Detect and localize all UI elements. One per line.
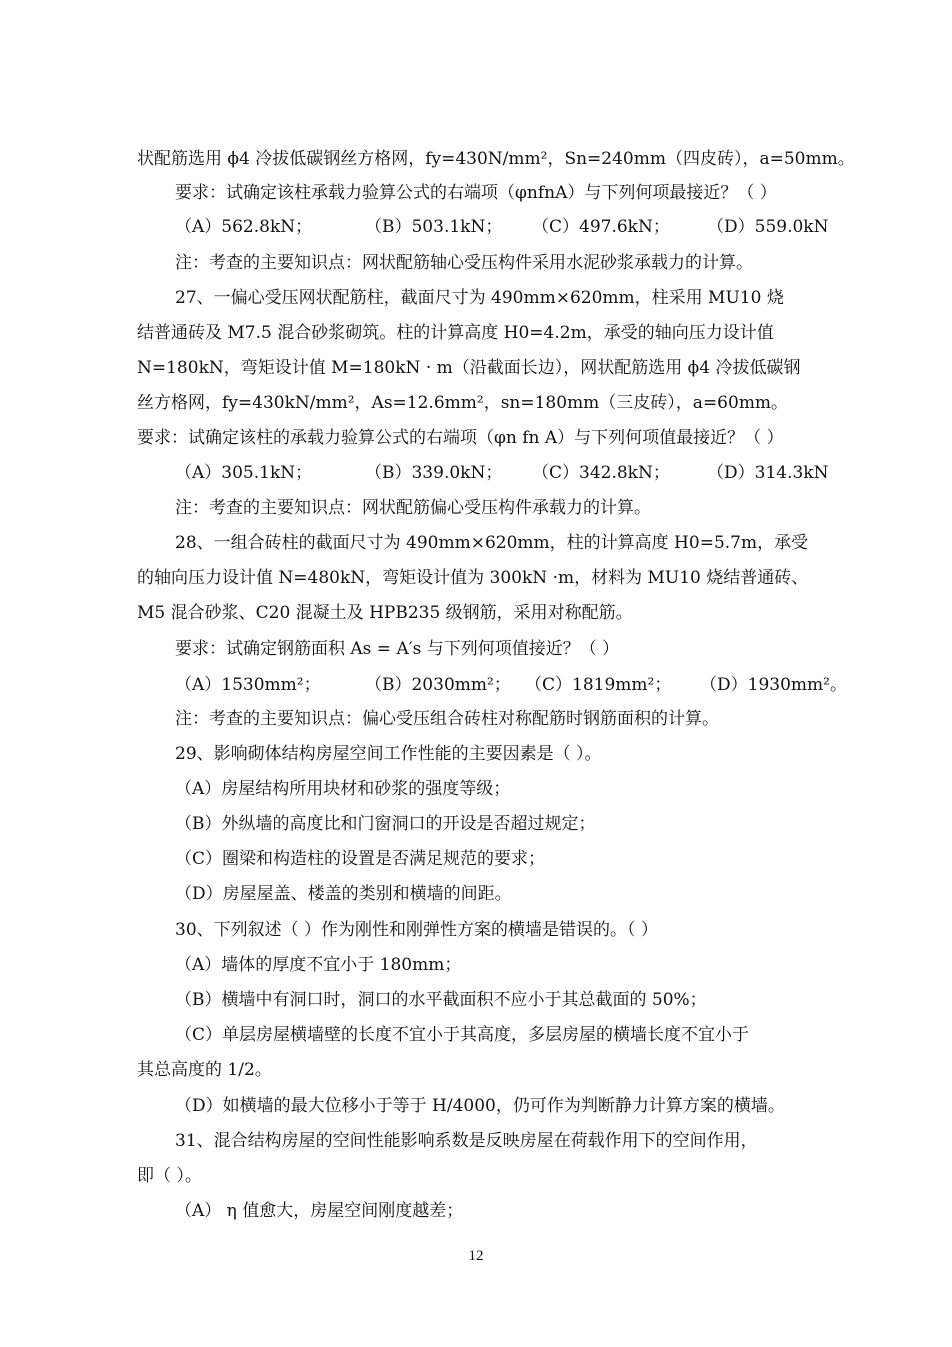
text-line: N=180kN，弯矩设计值 M=180kN · m（沿截面长边），网状配筋选用 ϕ4 冷拔低碳钢 xyxy=(137,358,801,378)
option-b: （B）外纵墙的高度比和门窗洞口的开设是否超过规定； xyxy=(175,814,596,834)
option-d: （D）如横墙的最大位移小于等于 H/4000，仍可作为判断静力计算方案的横墙。 xyxy=(175,1096,785,1116)
answer-options xyxy=(175,458,829,488)
question-requirement: 要求：试确定该柱的承载力验算公式的右端项（φn fn A）与下列何项值最接近？（ ） xyxy=(137,428,784,448)
option-a: （A）305.1kN； xyxy=(175,463,313,483)
option-a: （A）562.8kN； xyxy=(175,217,313,237)
option-b: （B）2030mm²； xyxy=(365,675,511,695)
option-c: （C）1819mm²； xyxy=(525,675,672,695)
option-b: （B）横墙中有洞口时，洞口的水平截面积不应小于其总截面的 50%； xyxy=(175,990,707,1010)
option-d: （D）559.0kN xyxy=(707,217,829,237)
page-number: 12 xyxy=(468,1248,484,1264)
text-line: 的轴向压力设计值 N=480kN，弯矩设计值为 300kN ·m，材料为 MU10 烧结普通砖、 xyxy=(137,568,809,588)
question-27: 27、一偏心受压网状配筋柱，截面尺寸为 490mm×620mm，柱采用 MU10 烧 xyxy=(175,288,784,308)
option-a: （A）1530mm²； xyxy=(175,675,321,695)
option-b: （B）339.0kN； xyxy=(365,463,503,483)
question-28: 28、一组合砖柱的截面尺寸为 490mm×620mm，柱的计算高度 H0=5.7m，承受 xyxy=(175,533,809,553)
option-a: （A）房屋结构所用块材和砂浆的强度等级； xyxy=(175,779,511,799)
text-line: 其总高度的 1/2。 xyxy=(137,1060,272,1080)
note-line: 注：考查的主要知识点：网状配筋轴心受压构件采用水泥砂浆承载力的计算。 xyxy=(175,253,753,273)
answer-options xyxy=(175,212,829,242)
text-line: M5 混合砂浆、C20 混凝土及 HPB235 级钢筋，采用对称配筋。 xyxy=(137,603,633,623)
text-line: 丝方格网，fy=430kN/mm²，As=12.6mm²，sn=180mm（三皮砖），a=60mm。 xyxy=(137,393,789,413)
text-line: 即（ ）。 xyxy=(137,1166,202,1186)
question-30: 30、下列叙述（ ）作为刚性和刚弹性方案的横墙是错误的。（ ） xyxy=(175,920,658,940)
answer-options xyxy=(175,670,847,700)
option-b: （B）503.1kN； xyxy=(365,217,503,237)
option-c: （C）342.8kN； xyxy=(532,463,670,483)
option-c: （C）497.6kN； xyxy=(532,217,670,237)
note-line: 注：考查的主要知识点：网状配筋偏心受压构件承载力的计算。 xyxy=(175,498,651,518)
text-line: 结普通砖及 M7.5 混合砂浆砌筑。柱的计算高度 H0=4.2m，承受的轴向压力设计值 xyxy=(137,323,774,343)
option-c: （C）单层房屋横墙壁的长度不宜小于其高度，多层房屋的横墙长度不宜小于 xyxy=(175,1025,750,1045)
question-requirement: 要求：试确定该柱承载力验算公式的右端项（φnfnA）与下列何项最接近？（ ） xyxy=(175,183,777,203)
text-line: 状配筋选用 ϕ4 冷拔低碳钢丝方格网，fy=430N/mm²，Sn=240mm（四皮砖），a=50mm。 xyxy=(137,149,855,169)
option-d: （D）314.3kN xyxy=(707,463,829,483)
option-a: （A）墙体的厚度不宜小于 180mm； xyxy=(175,955,462,975)
option-d: （D）1930mm²。 xyxy=(700,675,847,695)
question-31: 31、混合结构房屋的空间性能影响系数是反映房屋在荷载作用下的空间作用， xyxy=(175,1131,758,1151)
question-29: 29、影响砌体结构房屋空间工作性能的主要因素是（ ）。 xyxy=(175,744,602,764)
option-d: （D）房屋屋盖、楼盖的类别和横墙的间距。 xyxy=(175,884,512,904)
option-a: （A） η 值愈大，房屋空间刚度越差； xyxy=(175,1201,464,1221)
note-line: 注：考查的主要知识点：偏心受压组合砖柱对称配筋时钢筋面积的计算。 xyxy=(175,709,719,729)
question-requirement: 要求：试确定钢筋面积 As = A′s 与下列何项值接近？（ ） xyxy=(175,639,620,659)
option-c: （C）圈梁和构造柱的设置是否满足规范的要求； xyxy=(175,849,546,869)
